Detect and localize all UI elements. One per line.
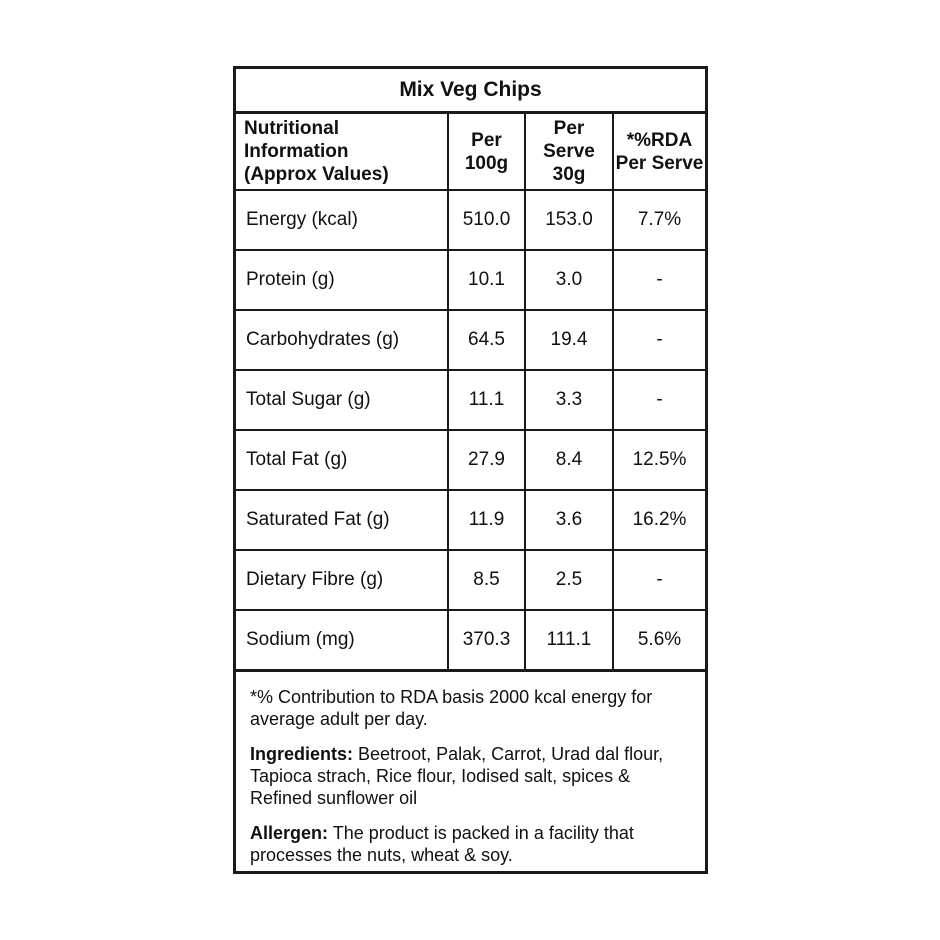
header-per-serve-line2: 30g — [552, 164, 586, 185]
value-per-serve: 111.1 — [525, 610, 613, 671]
value-rda: - — [613, 310, 705, 370]
table-row — [236, 310, 705, 370]
allergen — [250, 822, 691, 866]
value-per-serve: 3.3 — [525, 370, 613, 430]
header-nutritional-info-line1: Nutritional Information — [244, 118, 349, 162]
value-per-100g: 8.5 — [448, 550, 525, 610]
allergen-text: The product is packed in a facility that processes the nuts, wheat & soy. — [250, 823, 634, 865]
value-rda: - — [613, 250, 705, 310]
value-per-serve: 3.0 — [525, 250, 613, 310]
header-row — [236, 114, 705, 190]
ingredients-label: Ingredients: — [250, 744, 354, 764]
value-rda: - — [613, 550, 705, 610]
value-rda: - — [613, 370, 705, 430]
rda-footnote: *% Contribution to RDA basis 2000 kcal energy for average adult per day. — [250, 687, 653, 729]
nutrient-name: Energy (kcal) — [236, 190, 448, 250]
value-per-100g: 11.9 — [448, 490, 525, 550]
header-per-100g-line1: Per — [471, 129, 502, 151]
nutrient-name: Sodium (mg) — [236, 610, 448, 671]
value-per-100g: 64.5 — [448, 310, 525, 370]
table-row — [236, 430, 705, 490]
value-per-100g: 27.9 — [448, 430, 525, 490]
value-per-serve: 8.4 — [525, 430, 613, 490]
nutrient-name: Protein (g) — [236, 250, 448, 310]
value-per-serve: 3.6 — [525, 490, 613, 550]
label-notes — [236, 672, 705, 866]
nutrient-name: Total Fat (g) — [236, 430, 448, 490]
table-row — [236, 250, 705, 310]
value-rda: 5.6% — [613, 610, 705, 671]
nutrient-name: Carbohydrates (g) — [236, 310, 448, 370]
value-per-100g: 370.3 — [448, 610, 525, 671]
product-title: Mix Veg Chips — [236, 69, 705, 114]
value-per-100g: 10.1 — [448, 250, 525, 310]
header-nutritional-info-line2: (Approx Values) — [244, 164, 389, 185]
nutrition-table — [236, 114, 705, 672]
header-nutritional-info — [236, 114, 448, 190]
table-row — [236, 610, 705, 671]
nutrient-name: Total Sugar (g) — [236, 370, 448, 430]
value-per-100g: 11.1 — [448, 370, 525, 430]
nutrition-label — [233, 66, 708, 874]
header-per-100g-line2: 100g — [464, 152, 509, 174]
value-per-serve: 153.0 — [525, 190, 613, 250]
value-rda: 16.2% — [613, 490, 705, 550]
ingredients-text: Beetroot, Palak, Carrot, Urad dal flour, Tapioca strach, Rice flour, Iodised salt, spices & Refined sunflower oil — [250, 744, 664, 808]
value-per-100g: 510.0 — [448, 190, 525, 250]
header-per-serve — [525, 114, 613, 190]
allergen-label: Allergen: — [250, 823, 329, 843]
header-rda-line1: *%RDA — [626, 129, 693, 151]
table-row — [236, 370, 705, 430]
table-row — [236, 550, 705, 610]
value-rda: 7.7% — [613, 190, 705, 250]
header-rda-line2: Per Serve — [615, 152, 704, 174]
header-rda — [613, 114, 705, 190]
value-per-serve: 19.4 — [525, 310, 613, 370]
value-per-serve: 2.5 — [525, 550, 613, 610]
value-rda: 12.5% — [613, 430, 705, 490]
table-row — [236, 490, 705, 550]
nutrient-name: Dietary Fibre (g) — [236, 550, 448, 610]
ingredients — [250, 743, 691, 809]
header-per-100g — [448, 114, 525, 190]
table-row — [236, 190, 705, 250]
nutrient-name: Saturated Fat (g) — [236, 490, 448, 550]
header-per-serve-line1: Per Serve — [543, 118, 595, 162]
